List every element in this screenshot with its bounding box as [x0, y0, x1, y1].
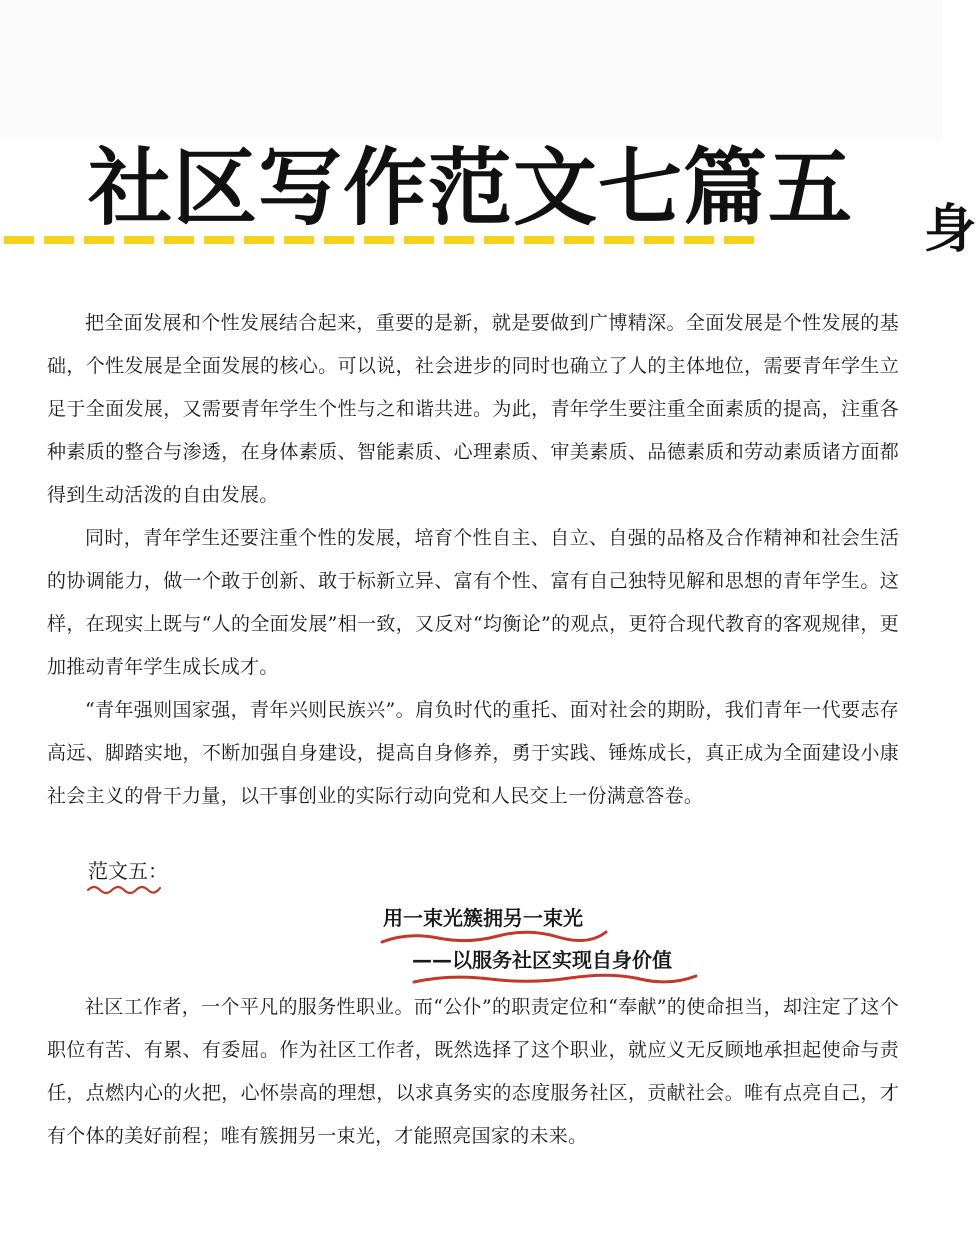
paragraph-1: 把全面发展和个性发展结合起来，重要的是新，就是要做到广博精深。全面发展是个性发展的基础，个性发展是全面发展的核心。可以说，社会进步的同时也确立了人的主体地位，需要青年学生立足于全面发展，又需要青年学生个性与之和谐共进。为此，青年学生要注重全面素质的提高，注重各种素质的整合与渗透，在身体素质、智能素质、心理素质、审美素质、品德素质和劳动素质诸方面都得到生动活泼的自由发展。 [47, 312, 899, 506]
top-background-band [0, 0, 943, 140]
paragraph-3: “青年强则国家强，青年兴则民族兴”。肩负时代的重托、面对社会的期盼，我们青年一代要志存高远、脚踏实地，不断加强自身建设，提高自身修养，勇于实践、锤炼成长，真正成为全面建设小康社会主义的骨干力量，以干事创业的实际行动向党和人民交上一份满意答卷。 [47, 699, 899, 807]
essay-paragraph-1: 社区工作者，一个平凡的服务性职业。而“公仆”的职责定位和“奉献”的使命担当，却注定了这个职位有苦、有累、有委屈。作为社区工作者，既然选择了这个职业，就应义无反顾地承担起使命与责任，点燃内心的火把，心怀崇高的理想，以求真务实的态度服务社区，贡献社会。唯有点亮自己，才有个体的美好前程；唯有簇拥另一束光，才能照亮国家的未来。 [47, 996, 899, 1147]
title-block [88, 140, 858, 250]
essay-subtitle: ——以服务社区实现自身价值 [412, 948, 672, 972]
intro-body [47, 302, 899, 818]
page-title: 社区写作范文七篇五 [88, 139, 854, 237]
sample-label-wavy-underline [86, 884, 162, 896]
paragraph-2: 同时，青年学生还要注重个性的发展，培育个性自主、自立、自强的品格及合作精神和社会生活的协调能力，做一个敢于创新、敢于标新立异、富有个性、富有自己独特见解和思想的青年学生。这样，在现实上既与“人的全面发展”相一致，又反对“均衡论”的观点，更符合现代教育的客观规律，更加推动青年学生成长成才。 [47, 527, 899, 678]
cropped-edge-glyph: 身 [924, 200, 976, 260]
essay-body [47, 986, 899, 1158]
sample-label-colon: ： [148, 859, 168, 883]
title-dashed-underline [4, 236, 764, 244]
sample-label: 范文五 [88, 859, 148, 883]
essay-title: 用一束光簇拥另一束光 [383, 906, 583, 930]
